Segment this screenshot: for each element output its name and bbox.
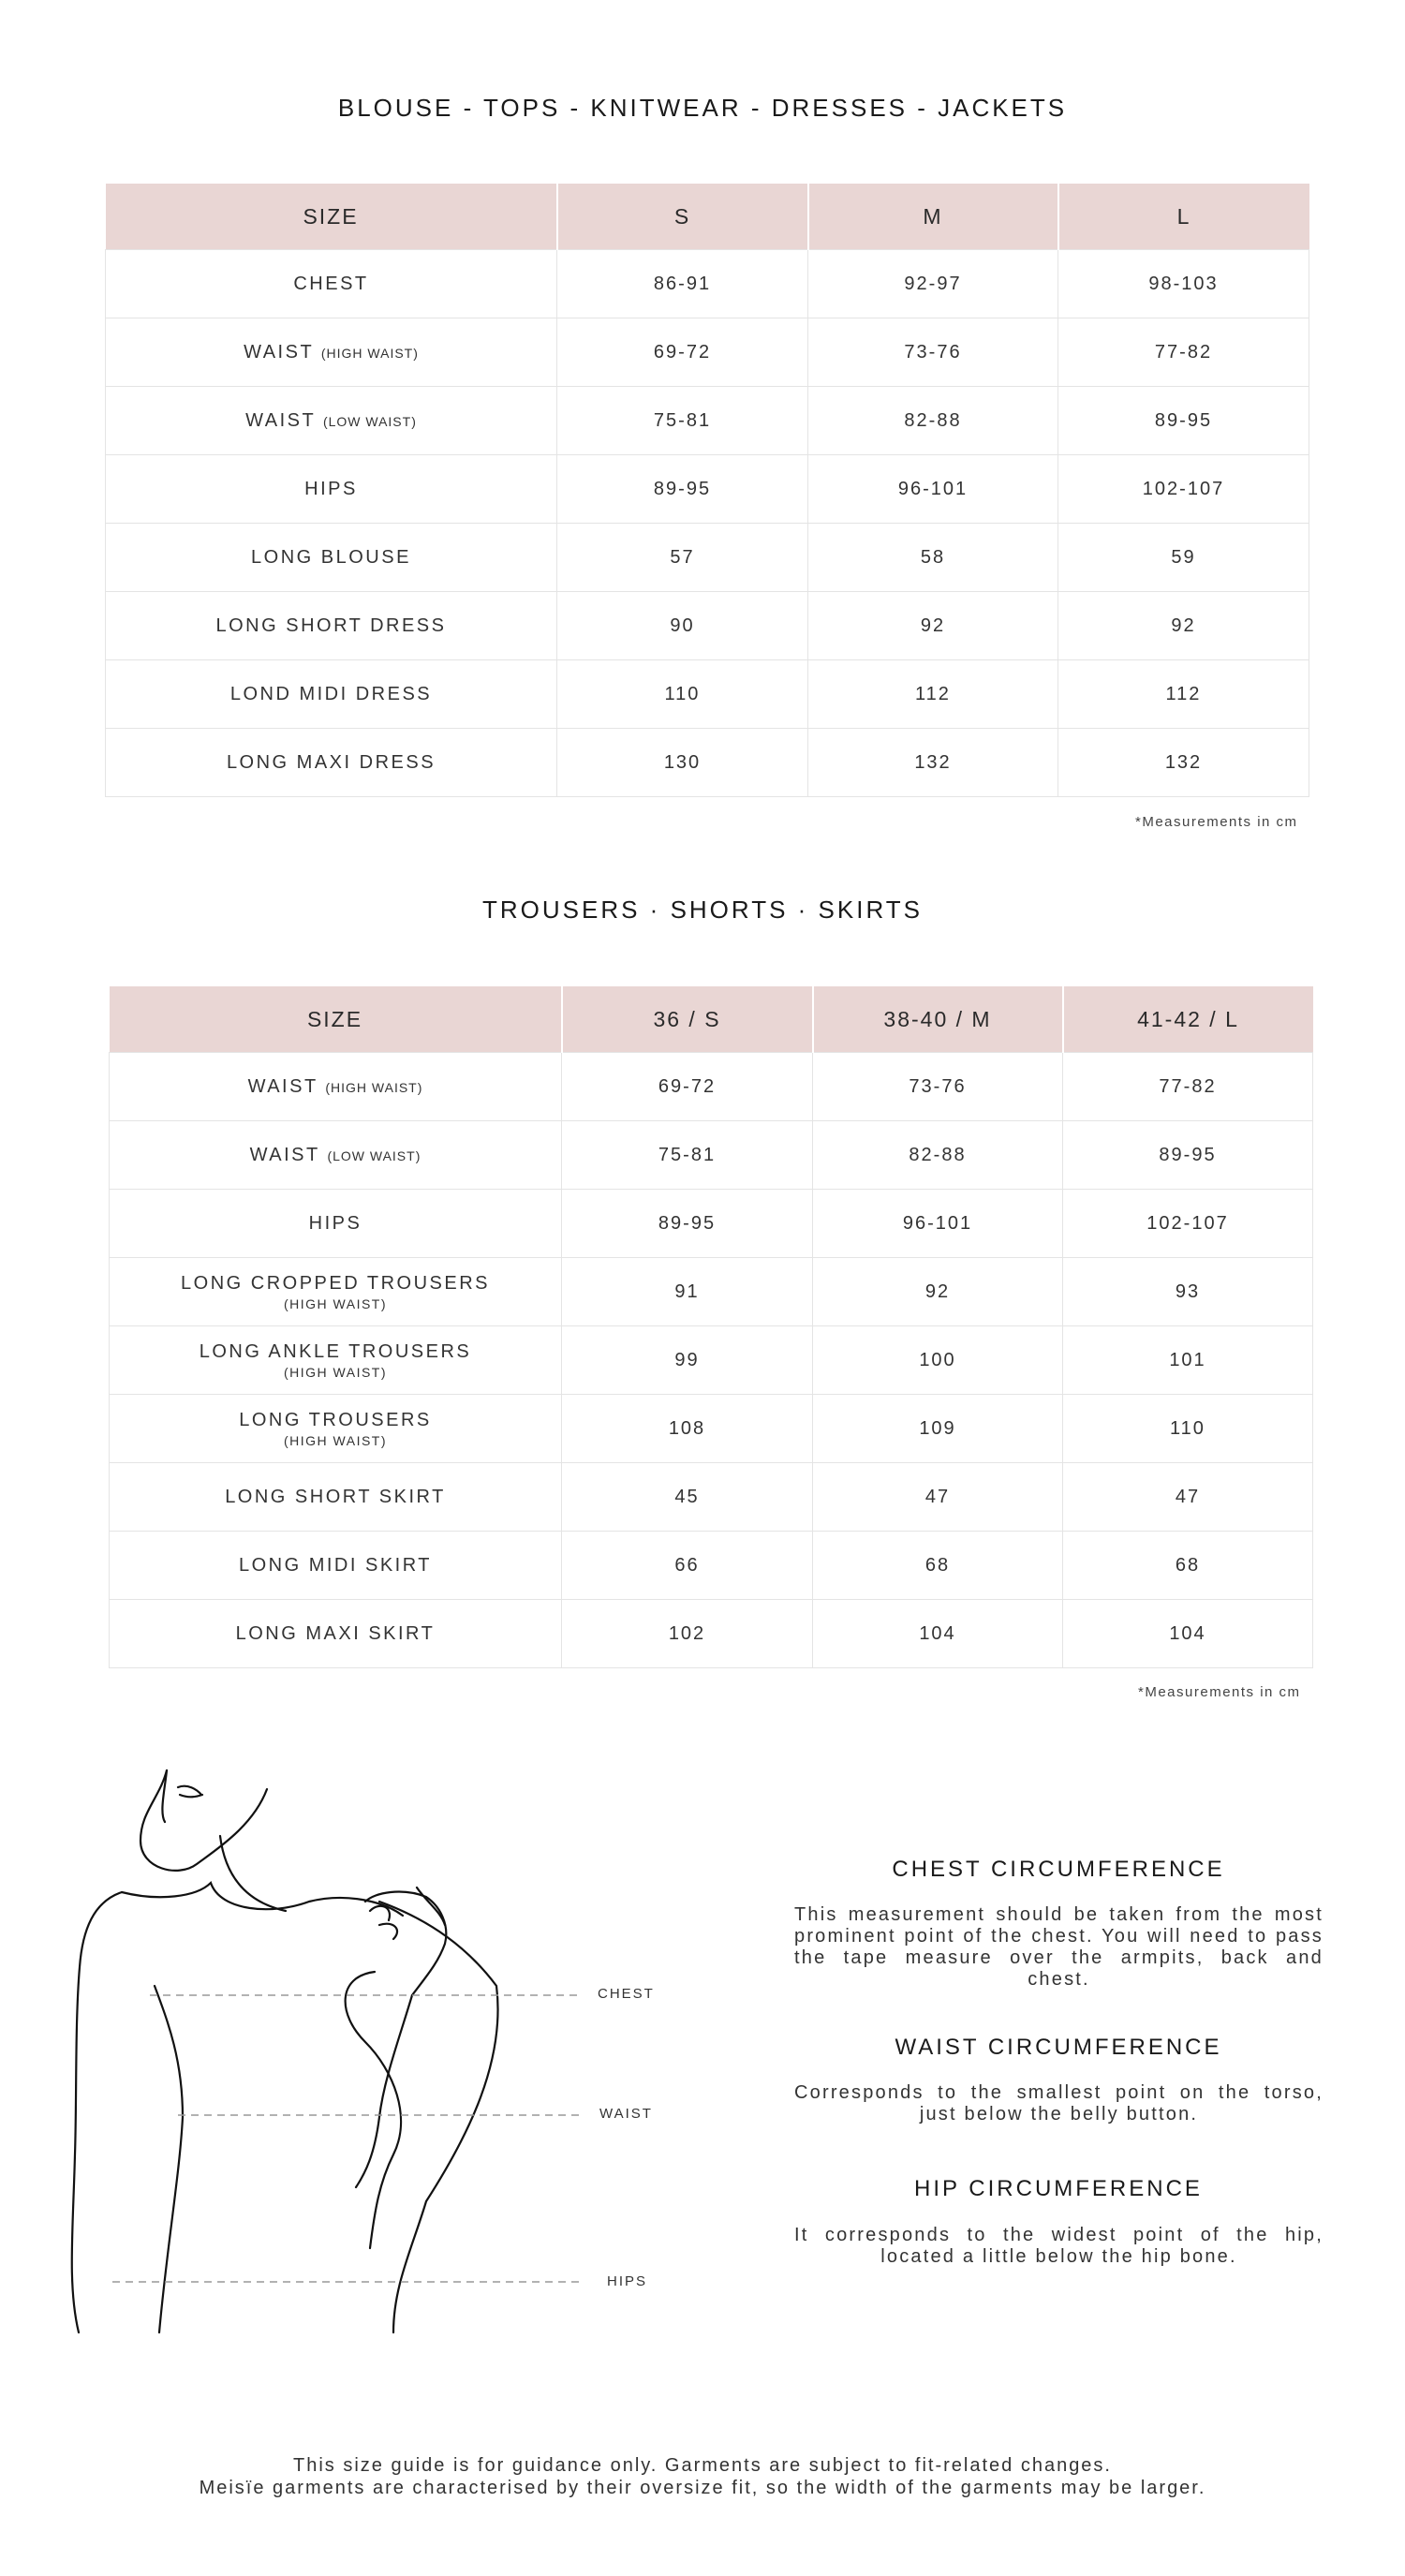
- size-value: 68: [1063, 1532, 1313, 1600]
- row-label: [110, 1190, 562, 1258]
- row-label: [106, 729, 557, 797]
- size-value: 59: [1058, 524, 1309, 592]
- table-row: [110, 1258, 1313, 1326]
- size-value: 69-72: [562, 1053, 813, 1121]
- size-value: 112: [1058, 660, 1309, 729]
- row-label-text: HIPS: [304, 478, 358, 499]
- row-label-note: (HIGH WAIST): [320, 345, 419, 361]
- size-value: 47: [813, 1463, 1063, 1532]
- size-value: 68: [813, 1532, 1063, 1600]
- size-value: 66: [562, 1532, 813, 1600]
- waist-heading: WAIST CIRCUMFERENCE: [895, 2035, 1222, 2060]
- chest-label: CHEST: [598, 1986, 655, 2002]
- size-value: 89-95: [562, 1190, 813, 1258]
- size-value: 77-82: [1063, 1053, 1313, 1121]
- size-value: 92: [808, 592, 1058, 660]
- row-label: [110, 1326, 562, 1395]
- size-value: 132: [1058, 729, 1309, 797]
- waist-description: Corresponds to the smallest point on the torso, just below the belly button.: [794, 2082, 1324, 2124]
- size-value: 86-91: [557, 250, 808, 318]
- row-label: [110, 1053, 562, 1121]
- neck-line: [220, 1836, 286, 1911]
- row-label-text: LONG CROPPED TROUSERS: [181, 1272, 490, 1294]
- row-label-text: LONG BLOUSE: [251, 546, 411, 568]
- size-value: 89-95: [1058, 387, 1309, 455]
- size-value: 132: [808, 729, 1058, 797]
- size-value: 101: [1063, 1326, 1313, 1395]
- waist-label: WAIST: [599, 2106, 653, 2122]
- size-table-trousers: [109, 986, 1313, 1668]
- hips-label: HIPS: [607, 2273, 648, 2289]
- size-value: 108: [562, 1395, 813, 1463]
- table-row: [110, 1532, 1313, 1600]
- size-column-header: M: [808, 184, 1058, 250]
- size-value: 47: [1063, 1463, 1313, 1532]
- table1-title: BLOUSE - TOPS - KNITWEAR - DRESSES - JACKETS: [337, 94, 1068, 122]
- table-header: [106, 184, 1309, 250]
- size-value: 77-82: [1058, 318, 1309, 387]
- row-label-text: LOND MIDI DRESS: [229, 683, 433, 704]
- size-value: 92: [1058, 592, 1309, 660]
- row-label-sub: (HIGH WAIST): [283, 1295, 388, 1311]
- size-value: 130: [557, 729, 808, 797]
- row-label-text: WAIST: [244, 341, 314, 363]
- size-value: 89-95: [1063, 1121, 1313, 1190]
- size-column-header: S: [557, 184, 808, 250]
- size-column-header: L: [1058, 184, 1309, 250]
- size-column-header: 38-40 / M: [813, 986, 1063, 1053]
- measurements-footnote: *Measurements in cm: [1135, 814, 1298, 830]
- row-label-text: LONG SHORT SKIRT: [225, 1486, 446, 1507]
- row-label: [106, 455, 557, 524]
- size-value: 75-81: [562, 1121, 813, 1190]
- row-label-text: WAIST: [245, 409, 316, 431]
- row-label-sub: (HIGH WAIST): [283, 1432, 388, 1448]
- row-label-text: CHEST: [293, 273, 369, 294]
- table-row: [110, 1326, 1313, 1395]
- size-column-header: 41-42 / L: [1063, 986, 1313, 1053]
- row-label-text: WAIST: [249, 1144, 320, 1165]
- size-value: 104: [813, 1600, 1063, 1668]
- size-value: 45: [562, 1463, 813, 1532]
- table-row: [106, 318, 1309, 387]
- row-label-note: (HIGH WAIST): [325, 1079, 423, 1095]
- size-value: 102: [562, 1600, 813, 1668]
- table-row: [110, 1190, 1313, 1258]
- size-value: 98-103: [1058, 250, 1309, 318]
- size-value: 75-81: [557, 387, 808, 455]
- size-header: SIZE: [110, 986, 562, 1053]
- size-value: 110: [557, 660, 808, 729]
- size-value: 104: [1063, 1600, 1313, 1668]
- chest-heading: CHEST CIRCUMFERENCE: [892, 1857, 1225, 1882]
- table-row: [106, 455, 1309, 524]
- row-label: [106, 387, 557, 455]
- size-value: 110: [1063, 1395, 1313, 1463]
- row-label: [106, 592, 557, 660]
- size-value: 112: [808, 660, 1058, 729]
- table2-title: TROUSERS · SHORTS · SKIRTS: [482, 896, 923, 924]
- size-value: 102-107: [1058, 455, 1309, 524]
- row-label-text: LONG SHORT DRESS: [215, 614, 447, 636]
- hip-heading: HIP CIRCUMFERENCE: [914, 2176, 1203, 2201]
- size-value: 73-76: [808, 318, 1058, 387]
- size-value: 69-72: [557, 318, 808, 387]
- size-value: 102-107: [1063, 1190, 1313, 1258]
- size-value: 58: [808, 524, 1058, 592]
- size-value: 73-76: [813, 1053, 1063, 1121]
- table-row: [110, 1121, 1313, 1190]
- size-value: 90: [557, 592, 808, 660]
- size-value: 92: [813, 1258, 1063, 1326]
- footer-line-2: Meisïe garments are characterised by their oversize fit, so the width of the garments may be larger.: [199, 2478, 1206, 2498]
- row-label: [110, 1600, 562, 1668]
- table-row: [106, 660, 1309, 729]
- table-row: [106, 524, 1309, 592]
- row-label: [110, 1532, 562, 1600]
- chest-description: This measurement should be taken from the most prominent point of the chest. You will need to pass the tape measure over the armpits, back and chest.: [794, 1904, 1324, 1990]
- table-row: [106, 729, 1309, 797]
- row-label: [110, 1121, 562, 1190]
- table-row: [110, 1600, 1313, 1668]
- row-label: [106, 250, 557, 318]
- size-column-header: 36 / S: [562, 986, 813, 1053]
- row-label: [106, 318, 557, 387]
- size-value: 96-101: [808, 455, 1058, 524]
- size-value: 100: [813, 1326, 1063, 1395]
- row-label: [110, 1258, 562, 1326]
- row-label: [106, 660, 557, 729]
- table-header: [110, 986, 1313, 1053]
- row-label-sub: (HIGH WAIST): [283, 1364, 388, 1380]
- row-label-text: HIPS: [308, 1212, 362, 1234]
- measurements-footnote: *Measurements in cm: [1138, 1684, 1301, 1700]
- size-value: 99: [562, 1326, 813, 1395]
- row-label-text: LONG MAXI DRESS: [226, 751, 436, 773]
- row-label-note: (LOW WAIST): [322, 413, 417, 429]
- footer-disclaimer: [0, 2454, 1405, 2499]
- eye-stroke: [178, 1786, 202, 1798]
- row-label-text: LONG ANKLE TROUSERS: [199, 1340, 472, 1362]
- size-value: 82-88: [808, 387, 1058, 455]
- size-value: 93: [1063, 1258, 1313, 1326]
- table-row: [106, 387, 1309, 455]
- table-row: [110, 1463, 1313, 1532]
- head-outline: [140, 1770, 267, 1871]
- size-header: SIZE: [106, 184, 557, 250]
- row-label: [110, 1463, 562, 1532]
- row-label-text: LONG MIDI SKIRT: [238, 1554, 433, 1576]
- size-value: 91: [562, 1258, 813, 1326]
- table-row: [110, 1395, 1313, 1463]
- row-label-text: LONG TROUSERS: [239, 1409, 432, 1430]
- footer-line-1: This size guide is for guidance only. Garments are subject to fit-related changes.: [293, 2455, 1112, 2476]
- size-value: 89-95: [557, 455, 808, 524]
- size-value: 82-88: [813, 1121, 1063, 1190]
- size-value: 92-97: [808, 250, 1058, 318]
- table-row: [106, 592, 1309, 660]
- table-row: [106, 250, 1309, 318]
- row-label-text: LONG MAXI SKIRT: [235, 1622, 436, 1644]
- size-value: 96-101: [813, 1190, 1063, 1258]
- measurement-guides: [56, 1986, 618, 2304]
- row-label: [106, 524, 557, 592]
- hip-description: It corresponds to the widest point of the hip, located a little below the hip bone.: [794, 2225, 1324, 2267]
- size-value: 109: [813, 1395, 1063, 1463]
- collar-line: [122, 1883, 403, 1916]
- size-value: 57: [557, 524, 808, 592]
- table-row: [110, 1053, 1313, 1121]
- size-table-tops: [105, 184, 1309, 797]
- row-label-note: (LOW WAIST): [327, 1147, 422, 1163]
- row-label: [110, 1395, 562, 1463]
- row-label-text: WAIST: [247, 1075, 318, 1097]
